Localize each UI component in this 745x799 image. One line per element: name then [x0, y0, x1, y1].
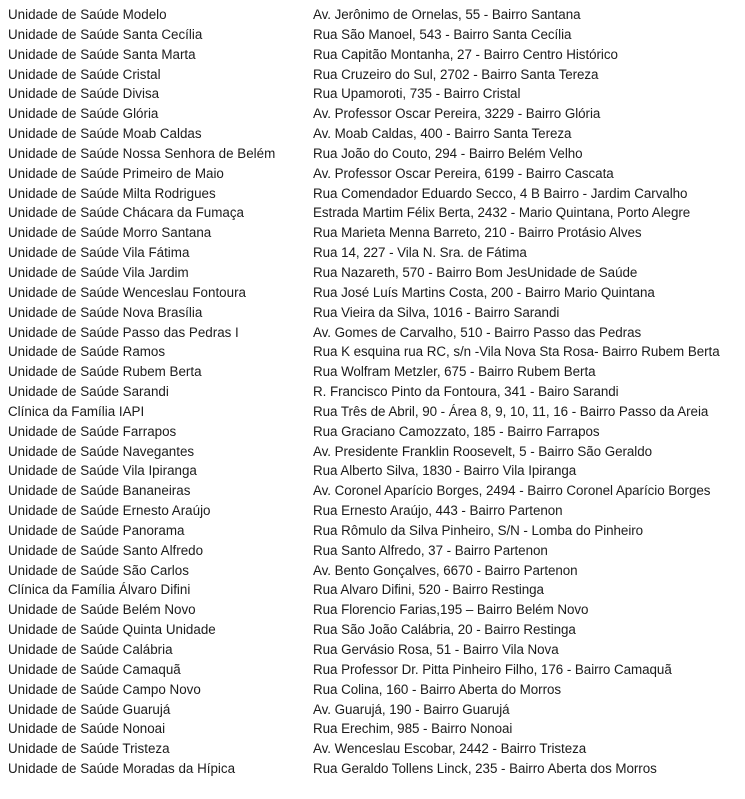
- unit-address: Rua Santo Alfredo, 37 - Bairro Partenon: [313, 542, 548, 558]
- unit-address: Rua Cruzeiro do Sul, 2702 - Bairro Santa Tereza: [313, 66, 599, 82]
- unit-address: Rua 14, 227 - Vila N. Sra. de Fátima: [313, 245, 527, 261]
- unit-address: Rua Florencio Farias,195 – Bairro Belém Novo: [313, 602, 589, 618]
- unit-name: Unidade de Saúde Passo das Pedras I: [8, 324, 239, 340]
- unit-name: Unidade de Saúde Navegantes: [8, 443, 195, 459]
- unit-name: Unidade de Saúde Rubem Berta: [8, 364, 202, 380]
- unit-address: Rua Nazareth, 570 - Bairro Bom JesUnidade de Saúde: [313, 264, 638, 280]
- unit-address: Rua Wolfram Metzler, 675 - Bairro Rubem Berta: [313, 364, 596, 380]
- unit-name: Unidade de Saúde Belém Novo: [8, 602, 196, 618]
- unit-address: Rua Capitão Montanha, 27 - Bairro Centro Histórico: [313, 46, 618, 62]
- unit-address: Rua Alvaro Difini, 520 - Bairro Restinga: [313, 582, 544, 598]
- unit-name: Unidade de Saúde São Carlos: [8, 562, 189, 578]
- unit-name: Unidade de Saúde Santo Alfredo: [8, 542, 204, 558]
- unit-address: Rua Erechim, 985 - Bairro Nonoai: [313, 721, 513, 737]
- unit-name: Unidade de Saúde Nonoai: [8, 721, 166, 737]
- unit-address: Rua Upamoroti, 735 - Bairro Cristal: [313, 86, 521, 102]
- unit-name: Unidade de Saúde Campo Novo: [8, 681, 201, 697]
- unit-address: Rua José Luís Martins Costa, 200 - Bairro Mario Quintana: [313, 284, 655, 300]
- unit-name: Unidade de Saúde Farrapos: [8, 423, 177, 439]
- unit-name: Unidade de Saúde Guarujá: [8, 701, 171, 717]
- unit-address: Av. Coronel Aparício Borges, 2494 - Bairro Coronel Aparício Borges: [313, 483, 711, 499]
- unit-address: Rua São Manoel, 543 - Bairro Santa Cecília: [313, 26, 572, 42]
- unit-address: Av. Gomes de Carvalho, 510 - Bairro Passo das Pedras: [313, 324, 642, 340]
- unit-name: Unidade de Saúde Divisa: [8, 86, 160, 102]
- unit-address: Rua Colina, 160 - Bairro Aberta do Morros: [313, 681, 562, 697]
- unit-name: Clínica da Família IAPI: [8, 403, 145, 419]
- unit-address: Av. Guarujá, 190 - Bairro Guarujá: [313, 701, 510, 717]
- unit-name: Unidade de Saúde Calábria: [8, 642, 173, 657]
- unit-name: Unidade de Saúde Vila Fátima: [8, 245, 190, 261]
- unit-address: Estrada Martim Félix Berta, 2432 - Mario Quintana, Porto Alegre: [313, 205, 691, 221]
- unit-name: Unidade de Saúde Ernesto Araújo: [8, 503, 211, 519]
- unit-name: Unidade de Saúde Nova Brasília: [8, 304, 203, 320]
- unit-address: Rua João do Couto, 294 - Bairro Belém Velho: [313, 145, 583, 161]
- unit-address: Rua K esquina rua RC, s/n -Vila Nova Sta Rosa- Bairro Rubem Berta: [313, 344, 720, 360]
- unit-address: Av. Wenceslau Escobar, 2442 - Bairro Tristeza: [313, 741, 587, 757]
- unit-address: Rua Rômulo da Silva Pinheiro, S/N - Lomba do Pinheiro: [313, 522, 644, 538]
- unit-name: Unidade de Saúde Vila Ipiranga: [8, 463, 197, 479]
- unit-name: Unidade de Saúde Ramos: [8, 344, 166, 360]
- unit-name: Unidade de Saúde Modelo: [8, 7, 167, 22]
- unit-address: R. Francisco Pinto da Fontoura, 341 - Bairo Sarandi: [313, 384, 619, 400]
- unit-name: Unidade de Saúde Vila Jardim: [8, 264, 189, 280]
- unit-name: Unidade de Saúde Wenceslau Fontoura: [8, 284, 246, 300]
- unit-address: Av. Presidente Franklin Roosevelt, 5 - Bairro São Geraldo: [313, 443, 653, 459]
- unit-address: Av. Professor Oscar Pereira, 3229 - Bairro Glória: [313, 106, 601, 122]
- unit-name: Unidade de Saúde Milta Rodrigues: [8, 185, 216, 201]
- unit-name: Unidade de Saúde Chácara da Fumaça: [8, 205, 244, 221]
- unit-name: Unidade de Saúde Morro Santana: [8, 225, 212, 241]
- unit-name: Unidade de Saúde Glória: [8, 106, 159, 122]
- list-item: [0, 761, 745, 787]
- unit-address: Rua Comendador Eduardo Secco, 4 B Bairro - Jardim Carvalho: [313, 185, 688, 201]
- unit-address: Rua Gervásio Rosa, 51 - Bairro Vila Nova: [313, 642, 559, 657]
- unit-address: Rua Professor Dr. Pitta Pinheiro Filho, 176 - Bairro Camaquã: [313, 661, 672, 677]
- unit-name: Unidade de Saúde Nossa Senhora de Belém: [8, 145, 276, 161]
- unit-address: Av. Bento Gonçalves, 6670 - Bairro Partenon: [313, 562, 578, 578]
- unit-address: Rua Marieta Menna Barreto, 210 - Bairro Protásio Alves: [313, 225, 642, 241]
- unit-name: Unidade de Saúde Santa Marta: [8, 46, 196, 62]
- unit-name: Clínica da Família Álvaro Difini: [8, 582, 191, 598]
- unit-name: Unidade de Saúde Tristeza: [8, 741, 170, 757]
- unit-name: Unidade de Saúde Camaquã: [8, 661, 181, 677]
- unit-address: Av. Professor Oscar Pereira, 6199 - Bairro Cascata: [313, 165, 614, 181]
- unit-name: Unidade de Saúde Quinta Unidade: [8, 622, 216, 638]
- unit-address: Rua Geraldo Tollens Linck, 235 - Bairro Aberta dos Morros: [313, 761, 657, 777]
- unit-address: Rua Três de Abril, 90 - Área 8, 9, 10, 11, 16 - Bairro Passo da Areia: [313, 403, 709, 419]
- unit-address: Rua Graciano Camozzato, 185 - Bairro Farrapos: [313, 423, 600, 439]
- unit-name: Unidade de Saúde Cristal: [8, 66, 161, 82]
- unit-name: Unidade de Saúde Bananeiras: [8, 483, 191, 499]
- unit-name: Unidade de Saúde Moradas da Hípica: [8, 761, 236, 777]
- unit-address: Rua Alberto Silva, 1830 - Bairro Vila Ipiranga: [313, 463, 577, 479]
- unit-address: Av. Jerônimo de Ornelas, 55 - Bairro Santana: [313, 7, 581, 22]
- unit-name: Unidade de Saúde Sarandi: [8, 384, 169, 400]
- health-units-list: [0, 7, 745, 787]
- unit-address: Rua Ernesto Araújo, 443 - Bairro Partenon: [313, 503, 563, 519]
- unit-name: Unidade de Saúde Primeiro de Maio: [8, 165, 224, 181]
- unit-name: Unidade de Saúde Moab Caldas: [8, 126, 202, 142]
- unit-address: Av. Moab Caldas, 400 - Bairro Santa Tereza: [313, 126, 572, 142]
- unit-address: Rua Vieira da Silva, 1016 - Bairro Sarandi: [313, 304, 560, 320]
- unit-address: Rua São João Calábria, 20 - Bairro Restinga: [313, 622, 576, 638]
- unit-name: Unidade de Saúde Panorama: [8, 522, 185, 538]
- unit-name: Unidade de Saúde Santa Cecília: [8, 26, 203, 42]
